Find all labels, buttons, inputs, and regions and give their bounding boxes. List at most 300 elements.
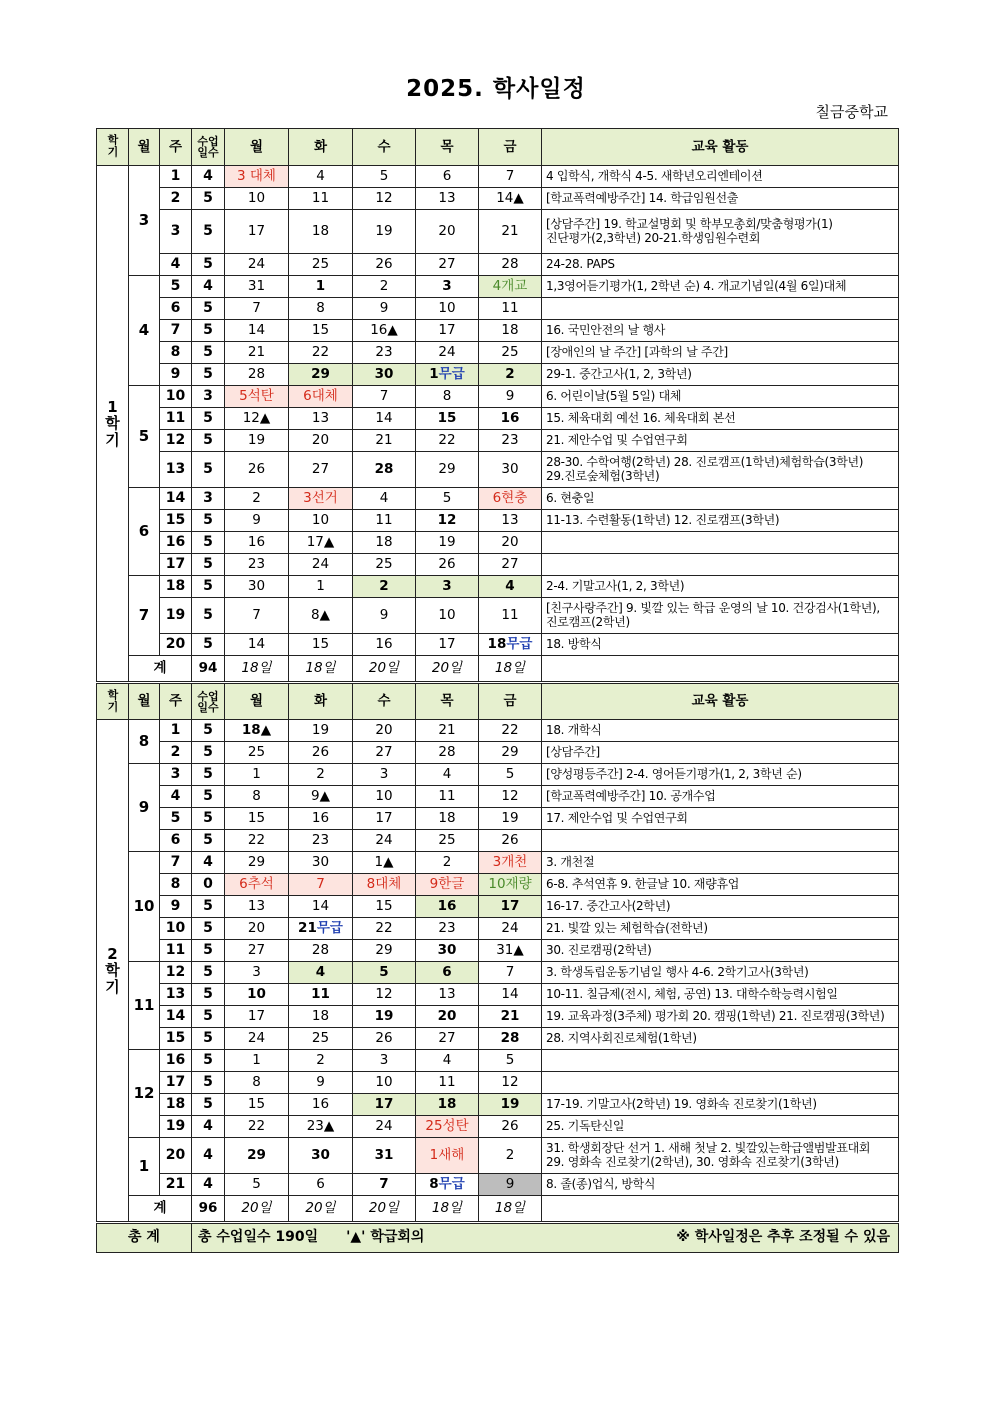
class-days-value: 5: [203, 577, 213, 594]
activity-text: 1,3영어듣기평가(1, 2학년 순) 4. 개교기념일(4월 6일)대체: [546, 278, 847, 293]
day-tue-value: 3선거: [303, 490, 338, 507]
day-mon: [225, 210, 289, 254]
day-fri-value: 7: [505, 964, 515, 981]
day-tue-value: 28: [311, 942, 330, 959]
day-thu: [416, 210, 479, 254]
week-row: [97, 830, 899, 852]
month-label: [129, 276, 160, 386]
week-number: [160, 1094, 192, 1116]
day-tue-value: 11: [311, 190, 330, 207]
class-days-value: 5: [203, 787, 213, 804]
day-wed: [353, 1138, 416, 1174]
week-row: [97, 918, 899, 940]
day-fri-value: 12: [501, 1074, 519, 1091]
day-thu-value: 13: [438, 986, 456, 1003]
day-mon: [225, 430, 289, 452]
day-wed: [353, 962, 416, 984]
week-number: [160, 554, 192, 576]
week-row: [97, 1006, 899, 1028]
activity-text: 19. 교육과정(3주체) 평가회 20. 캠핑(1학년) 21. 진로캠핑(3학년): [546, 1008, 885, 1023]
day-thu-value: 28: [438, 744, 456, 761]
day-tue-value: 6대체: [303, 388, 338, 405]
day-fri-value: 29: [501, 744, 519, 761]
subtotal-row: [97, 1196, 899, 1223]
class-days-value: 5: [203, 431, 213, 448]
class-days-value: 5: [203, 635, 213, 652]
class-days: [192, 386, 225, 408]
day-fri-value: 24: [501, 920, 519, 937]
activity-cell: [542, 984, 899, 1006]
week-row: [97, 532, 899, 554]
day-wed-value: 31: [374, 1147, 394, 1164]
month-text: 8: [138, 732, 150, 751]
day-fri: [479, 984, 542, 1006]
week-number-value: 20: [165, 635, 186, 652]
day-fri-value: 10재량: [488, 876, 532, 893]
day-thu-value: 29: [438, 461, 456, 478]
day-thu: [416, 532, 479, 554]
day-mon-value: 10: [247, 190, 266, 207]
day-thu-value: 21: [438, 722, 456, 739]
day-wed: [353, 1050, 416, 1072]
day-thu-value: 9한글: [429, 876, 465, 893]
day-mon: [225, 276, 289, 298]
day-fri: [479, 786, 542, 808]
day-thu: [416, 1050, 479, 1072]
week-number-value: 9: [170, 365, 181, 382]
day-mon: [225, 364, 289, 386]
class-days-value: 5: [203, 809, 213, 826]
day-mon: [225, 188, 289, 210]
day-tue: [289, 298, 353, 320]
semester-label: [97, 720, 129, 1223]
class-days: [192, 918, 225, 940]
day-fri: [479, 598, 542, 634]
class-days-value: 0: [203, 875, 213, 892]
activity-cell: [542, 430, 899, 452]
class-days: [192, 786, 225, 808]
day-mon: [225, 720, 289, 742]
class-days: [192, 298, 225, 320]
day-fri-value: 3개천: [492, 854, 528, 871]
day-fri: [479, 896, 542, 918]
subtotal-mon: [225, 1196, 289, 1223]
day-fri-value: 21: [500, 1008, 520, 1025]
total-days-text: 총 수업일수 190일: [198, 1229, 319, 1246]
class-days: [192, 720, 225, 742]
day-thu: [416, 598, 479, 634]
week-number-value: 2: [170, 743, 181, 760]
month-label: [129, 962, 160, 1050]
footer-label: [97, 1223, 192, 1253]
day-tue: [289, 320, 353, 342]
day-thu-value: 1: [429, 366, 439, 383]
day-tue-value: 27: [311, 461, 330, 478]
day-wed: [353, 1072, 416, 1094]
day-mon-value: 3 대체: [237, 168, 276, 185]
week-number-value: 18: [165, 577, 186, 594]
day-mon-value: 24: [247, 1030, 266, 1047]
day-tue: [289, 166, 353, 188]
week-number-value: 2: [170, 189, 181, 206]
week-row: [97, 634, 899, 656]
month-label: [129, 1138, 160, 1196]
day-mon: [225, 386, 289, 408]
day-wed: [353, 1094, 416, 1116]
day-wed-value: 14: [375, 410, 393, 427]
day-fri: [479, 408, 542, 430]
day-wed-value: 29: [375, 942, 393, 959]
day-thu: [416, 298, 479, 320]
day-tue: [289, 1138, 353, 1174]
activity-cell: [542, 830, 899, 852]
schedule-table: [96, 128, 899, 1253]
day-mon: [225, 786, 289, 808]
header-row: [97, 683, 899, 720]
class-days: [192, 166, 225, 188]
week-number: [160, 852, 192, 874]
day-thu-value: 13: [438, 190, 456, 207]
activity-text: [친구사랑주간] 9. 빛깔 있는 학급 운영의 날 10. 건강검사(1학년), 진로캠프(2학년): [546, 600, 880, 629]
class-days: [192, 1174, 225, 1196]
class-days-value: 5: [203, 222, 213, 239]
week-number-value: 15: [165, 1029, 186, 1046]
day-mon: [225, 342, 289, 364]
class-days: [192, 764, 225, 786]
day-wed-value: 9: [379, 607, 389, 624]
subtotal-days: [192, 1196, 225, 1223]
day-thu: [416, 830, 479, 852]
day-fri: [479, 188, 542, 210]
month-text: 3: [138, 211, 150, 230]
day-wed: [353, 598, 416, 634]
day-wed-value: 1▲: [374, 854, 394, 871]
week-number: [160, 276, 192, 298]
header-wed: [353, 683, 416, 720]
activity-cell: [542, 1174, 899, 1196]
subtotal-tue: [289, 1196, 353, 1223]
activity-cell: [542, 210, 899, 254]
day-thu: [416, 742, 479, 764]
month-label: [129, 1050, 160, 1138]
class-days-value: 5: [203, 409, 213, 426]
day-thu: [416, 720, 479, 742]
class-days: [192, 576, 225, 598]
day-wed: [353, 984, 416, 1006]
day-tue: [289, 874, 353, 896]
week-number: [160, 896, 192, 918]
class-days-value: 4: [203, 1146, 213, 1163]
week-number-value: 1: [170, 721, 181, 738]
activity-cell: [542, 634, 899, 656]
day-wed: [353, 808, 416, 830]
class-days-value: 5: [203, 555, 213, 572]
day-tue: [289, 554, 353, 576]
subtotal-fri: [479, 1196, 542, 1223]
day-wed-value: 17: [375, 810, 393, 827]
activity-cell: [542, 1094, 899, 1116]
week-number-value: 21: [165, 1175, 186, 1192]
week-number-value: 8: [170, 343, 181, 360]
day-mon: [225, 576, 289, 598]
class-days: [192, 210, 225, 254]
day-mon-value: 3: [252, 964, 261, 981]
activity-text: 18. 개학식: [546, 722, 602, 737]
header-tue: [289, 683, 353, 720]
header-tue-label: 화: [313, 138, 328, 155]
day-tue-value: 1: [315, 278, 326, 295]
day-fri-value: 18: [501, 322, 519, 339]
day-tue-value: 8▲: [311, 607, 330, 624]
day-thu-value: 3: [442, 578, 452, 595]
class-days-value: 5: [203, 511, 213, 528]
activity-cell: [542, 320, 899, 342]
header-month-label: 월: [137, 693, 151, 710]
week-number-value: 16: [165, 1051, 186, 1068]
class-days-value: 5: [203, 1051, 213, 1068]
day-thu: [416, 554, 479, 576]
day-mon-value: 13: [247, 898, 266, 915]
day-mon-value: 20: [247, 920, 266, 937]
day-thu-value: 3: [442, 278, 452, 295]
week-number: [160, 386, 192, 408]
week-row: [97, 874, 899, 896]
activity-text: [상담주간] 19. 학교설명회 및 학부모총회/맞춤형평가(1) 진단평가(2,3학년) 20-21.학생임원수련회: [546, 216, 833, 245]
semester-text: 2 학 기: [105, 944, 120, 996]
activity-text: 6. 어린이날(5월 5일) 대체: [546, 388, 682, 403]
subtotal-days-value: 94: [198, 660, 218, 677]
class-days-value: 5: [203, 460, 213, 477]
week-number: [160, 488, 192, 510]
day-wed-value: 20: [375, 722, 393, 739]
week-row: [97, 808, 899, 830]
activity-text: 31. 학생회장단 선거 1. 새해 첫날 2. 빛깔있는학급앨범발표대회 29. 영화속 진로찾기(2학년), 30. 영화속 진로찾기(3학년): [546, 1140, 871, 1169]
subtotal-wed: [353, 1196, 416, 1223]
day-fri-value: 26: [501, 832, 519, 849]
activity-text: 18. 방학식: [546, 636, 602, 651]
unpaid-label: 무급: [438, 1176, 465, 1193]
day-mon-value: 17: [247, 223, 266, 240]
day-mon: [225, 1072, 289, 1094]
header-week-label: 주: [168, 138, 183, 155]
activity-text: 3. 개천절: [546, 854, 595, 869]
month-label: [129, 764, 160, 852]
week-number-value: 6: [170, 299, 181, 316]
activity-text: 15. 체육대회 예선 16. 체육대회 본선: [546, 410, 736, 425]
day-tue-value: 19: [311, 722, 330, 739]
header-tue: [289, 129, 353, 166]
day-fri: [479, 1006, 542, 1028]
week-row: [97, 188, 899, 210]
day-tue-value: 9: [316, 1074, 325, 1091]
day-mon: [225, 298, 289, 320]
header-thu-label: 목: [440, 693, 454, 710]
day-mon: [225, 510, 289, 532]
day-wed-value: 7: [379, 388, 389, 405]
day-mon-value: 16: [247, 534, 266, 551]
day-mon: [225, 852, 289, 874]
day-thu-value: 17: [438, 636, 456, 653]
day-tue-value: 6: [316, 1176, 325, 1193]
day-wed-value: 19: [374, 1008, 394, 1025]
day-fri-value: 2: [505, 1147, 515, 1164]
footer-note: ※ 학사일정은 추후 조정될 수 있음: [676, 1229, 890, 1246]
day-tue: [289, 830, 353, 852]
day-mon-value: 2: [252, 490, 261, 507]
activity-text: 17. 제안수업 및 수업연구회: [546, 810, 688, 825]
day-fri-value: 26: [501, 1118, 519, 1135]
header-week: [160, 129, 192, 166]
header-mon-label: 월: [249, 693, 264, 710]
class-days: [192, 962, 225, 984]
day-fri-value: 21: [501, 223, 519, 240]
class-days: [192, 1116, 225, 1138]
activity-text: 25. 기독탄신일: [546, 1118, 625, 1133]
day-thu: [416, 188, 479, 210]
day-tue-value: 30: [311, 854, 330, 871]
week-number-value: 17: [165, 1073, 186, 1090]
week-number-value: 17: [165, 555, 186, 572]
class-days: [192, 598, 225, 634]
activity-text: 21. 제안수업 및 수업연구회: [546, 432, 688, 447]
day-fri: [479, 510, 542, 532]
class-days-value: 5: [203, 743, 213, 760]
day-mon-value: 22: [247, 832, 266, 849]
header-month-label: 월: [137, 138, 151, 155]
day-tue: [289, 852, 353, 874]
day-fri: [479, 918, 542, 940]
week-number: [160, 1050, 192, 1072]
activity-text: 6. 현충일: [546, 490, 595, 505]
class-days-value: 5: [203, 1095, 213, 1112]
class-days: [192, 254, 225, 276]
day-mon: [225, 554, 289, 576]
header-fri: [479, 129, 542, 166]
day-wed: [353, 896, 416, 918]
day-mon-value: 23: [247, 556, 266, 573]
subtotal-thu: [416, 1196, 479, 1223]
semester-text: 1 학 기: [105, 397, 120, 449]
subtotal-mon-value: 18일: [241, 660, 272, 677]
day-wed: [353, 188, 416, 210]
day-fri: [479, 1028, 542, 1050]
week-row: [97, 786, 899, 808]
class-days: [192, 1006, 225, 1028]
day-fri: [479, 576, 542, 598]
day-wed: [353, 940, 416, 962]
class-days-value: 3: [203, 489, 213, 506]
activity-cell: [542, 896, 899, 918]
class-days: [192, 742, 225, 764]
day-mon: [225, 808, 289, 830]
day-thu-value: 22: [438, 432, 456, 449]
day-mon: [225, 452, 289, 488]
class-days: [192, 452, 225, 488]
activity-cell: [542, 342, 899, 364]
day-thu-value: 23: [438, 920, 456, 937]
day-mon-value: 9: [252, 512, 261, 529]
activity-cell: [542, 852, 899, 874]
day-wed: [353, 408, 416, 430]
day-mon: [225, 1094, 289, 1116]
day-fri: [479, 298, 542, 320]
subtotal-fri: [479, 656, 542, 683]
activity-cell: [542, 808, 899, 830]
month-text: 10: [133, 897, 155, 916]
day-fri: [479, 1094, 542, 1116]
day-wed: [353, 342, 416, 364]
day-fri-value: 9: [505, 388, 515, 405]
activity-cell: [542, 1050, 899, 1072]
day-thu-value: 6: [442, 168, 452, 185]
day-tue: [289, 1006, 353, 1028]
activity-cell: [542, 364, 899, 386]
day-wed-value: 28: [374, 461, 394, 478]
activity-cell: [542, 1138, 899, 1174]
header-days: [192, 683, 225, 720]
day-wed-value: 8대체: [366, 876, 402, 893]
activity-cell: [542, 918, 899, 940]
week-row: [97, 488, 899, 510]
day-mon: [225, 408, 289, 430]
activity-cell: [542, 188, 899, 210]
day-thu: [416, 764, 479, 786]
header-activities: [542, 129, 899, 166]
day-wed: [353, 1028, 416, 1050]
footer-left: [198, 1230, 424, 1245]
day-wed: [353, 764, 416, 786]
week-row: [97, 320, 899, 342]
day-wed-value: 4: [379, 490, 389, 507]
day-fri-value: 4: [505, 578, 515, 595]
week-number: [160, 808, 192, 830]
week-row: [97, 166, 899, 188]
week-number-value: 13: [165, 985, 186, 1002]
day-mon: [225, 764, 289, 786]
day-fri-value: 7: [505, 168, 515, 185]
day-tue: [289, 1050, 353, 1072]
week-number: [160, 342, 192, 364]
day-wed: [353, 874, 416, 896]
activity-text: 3. 학생독립운동기념일 행사 4-6. 2학기고사(3학년): [546, 964, 809, 979]
day-mon: [225, 634, 289, 656]
class-days: [192, 1050, 225, 1072]
class-days: [192, 1072, 225, 1094]
header-semester: [97, 129, 129, 166]
day-tue: [289, 1028, 353, 1050]
day-tue: [289, 386, 353, 408]
class-days-value: 5: [203, 533, 213, 550]
class-days: [192, 342, 225, 364]
class-days: [192, 364, 225, 386]
week-number-value: 8: [170, 875, 181, 892]
activity-cell: [542, 276, 899, 298]
day-tue-value: 25: [311, 1030, 330, 1047]
activity-cell: [542, 386, 899, 408]
week-row: [97, 510, 899, 532]
header-week: [160, 683, 192, 720]
day-mon: [225, 742, 289, 764]
class-days-value: 5: [203, 189, 213, 206]
day-mon-value: 10: [247, 986, 266, 1003]
week-row: [97, 210, 899, 254]
day-tue: [289, 764, 353, 786]
week-number: [160, 364, 192, 386]
activity-text: 16-17. 중간고사(2학년): [546, 898, 671, 913]
day-tue-value: 22: [311, 344, 330, 361]
week-number-value: 19: [165, 1117, 186, 1134]
week-number: [160, 166, 192, 188]
